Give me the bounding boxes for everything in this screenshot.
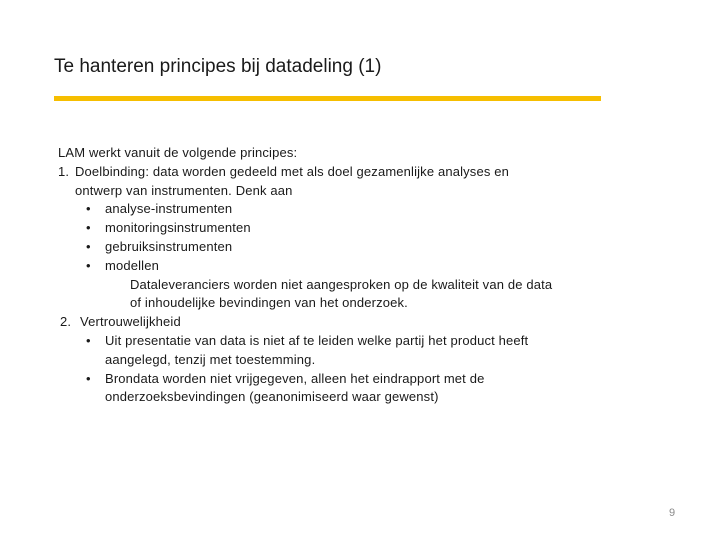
bullet-text: onderzoeksbevindingen (geanonimiseerd waar gewenst) (105, 389, 439, 405)
bullet-glyph: • (86, 220, 91, 236)
bullet-glyph: • (86, 370, 91, 386)
item-1-line-2 (58, 182, 658, 201)
item-2-bullet-1-line-2 (58, 351, 658, 370)
bullet-text: aangelegd, tenzij met toestemming. (105, 351, 316, 367)
bullet-text: Uit presentatie van data is niet af te leiden welke partij het product heeft (105, 332, 529, 348)
item-2-label: Vertrouwelijkheid (80, 314, 181, 330)
item-1-text-1: Doelbinding: data worden gedeeld met als doel gezamenlijke analyses en (75, 163, 509, 179)
title-accent-rule (54, 96, 601, 101)
slide-title: Te hanteren principes bij datadeling (1) (54, 56, 382, 77)
page-number: 9 (669, 507, 676, 519)
bullet-text: gebruiksinstrumenten (105, 238, 233, 254)
principles-text (58, 144, 658, 407)
item-1-note-line-2 (58, 294, 658, 313)
item-1-number: 1. (58, 163, 70, 179)
bullet-text: analyse-instrumenten (105, 201, 233, 217)
item-1-bullet-2 (58, 219, 658, 238)
item-1-bullet-1 (58, 200, 658, 219)
item-1-line-1 (58, 163, 658, 182)
item-1-bullet-4 (58, 257, 658, 276)
bullet-text: monitoringsinstrumenten (105, 220, 251, 236)
bullet-text: modellen (105, 257, 159, 273)
bullet-text: Brondata worden niet vrijgegeven, alleen het eindrapport met de (105, 370, 485, 386)
item-2-bullet-2-line-2 (58, 388, 658, 407)
intro-line (58, 144, 658, 163)
item-2-line (58, 313, 658, 332)
item-1-text-2: ontwerp van instrumenten. Denk aan (75, 182, 293, 198)
item-1-note-text-2: of inhoudelijke bevindingen van het onderzoek. (130, 295, 408, 311)
intro-text: LAM werkt vanuit de volgende principes: (58, 145, 298, 160)
bullet-glyph: • (86, 332, 91, 348)
item-1-note-line-1 (58, 276, 658, 295)
item-1-bullet-3 (58, 238, 658, 257)
item-2-number: 2. (60, 314, 72, 330)
bullet-glyph: • (86, 201, 91, 217)
bullet-glyph: • (86, 238, 91, 254)
item-2-bullet-1-line-1 (58, 332, 658, 351)
bullet-glyph: • (86, 257, 91, 273)
item-2-bullet-2-line-1 (58, 370, 658, 389)
item-1-note-text-1: Dataleveranciers worden niet aangesproken op de kwaliteit van de data (130, 276, 553, 292)
